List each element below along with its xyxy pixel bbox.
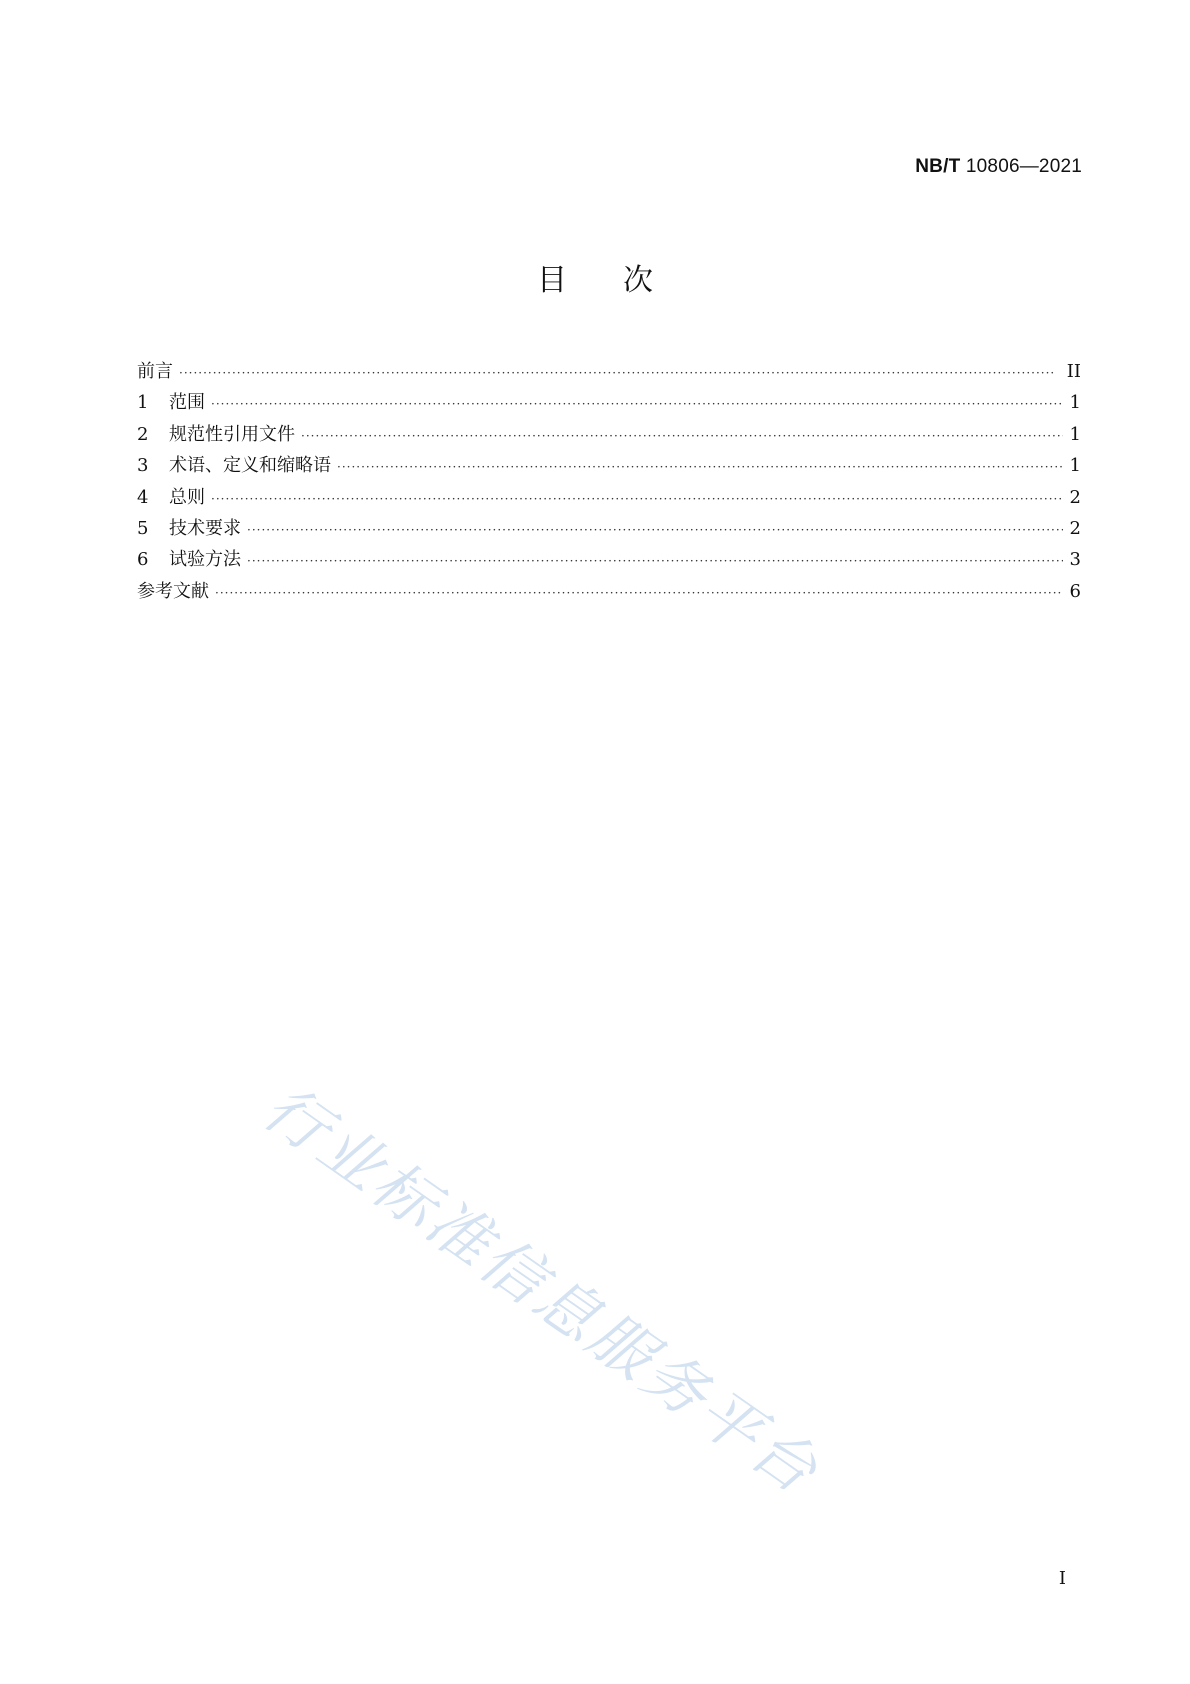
toc-entry-normative-references[interactable] — [137, 419, 1081, 450]
toc-entry-number: 3 — [137, 455, 149, 477]
toc-entry-terms-definitions[interactable] — [137, 450, 1081, 481]
dot-leader — [179, 358, 1061, 389]
page-number: I — [1058, 1568, 1066, 1589]
toc-entry-label: 参考文献 — [137, 580, 209, 602]
toc-entry-scope[interactable] — [137, 387, 1081, 418]
toc-entry-number: 5 — [137, 517, 149, 539]
toc-entry-test-methods[interactable] — [137, 544, 1081, 575]
toc-entry-page: 1 — [1069, 423, 1081, 445]
toc-entry-label: 总则 — [169, 486, 205, 508]
toc-entry-label: 规范性引用文件 — [169, 423, 295, 445]
toc-entry-number: 2 — [137, 423, 149, 445]
watermark: 行业标准信息服务平台 — [250, 1070, 834, 1510]
dot-leader — [247, 546, 1063, 577]
toc-entry-label: 术语、定义和缩略语 — [169, 455, 331, 477]
toc-entry-number: 1 — [137, 392, 149, 414]
toc-entry-number: 6 — [137, 549, 149, 571]
toc-entry-label: 范围 — [169, 392, 205, 414]
dot-leader — [247, 515, 1063, 546]
toc-entry-page: 1 — [1069, 392, 1081, 414]
dot-leader — [211, 389, 1063, 420]
standard-code: 10806—2021 — [965, 156, 1082, 177]
standard-prefix: NB/T — [915, 156, 961, 177]
toc-entry-general[interactable] — [137, 482, 1081, 513]
toc-entry-number: 4 — [137, 486, 149, 508]
toc-entry-page: II — [1066, 361, 1081, 382]
toc-entry-label: 试验方法 — [169, 549, 241, 571]
dot-leader — [301, 421, 1063, 452]
toc-entry-page: 1 — [1069, 455, 1081, 477]
toc-title: 目次 — [537, 263, 709, 298]
toc-entry-page: 3 — [1069, 549, 1081, 571]
table-of-contents — [137, 356, 1081, 607]
toc-entry-foreword[interactable] — [137, 356, 1081, 387]
dot-leader — [215, 578, 1063, 609]
toc-entry-label: 前言 — [137, 361, 173, 382]
toc-entry-technical-requirements[interactable] — [137, 513, 1081, 544]
toc-entry-page: 6 — [1069, 580, 1081, 602]
dot-leader — [337, 452, 1063, 483]
toc-entry-bibliography[interactable] — [137, 576, 1081, 607]
toc-entry-page: 2 — [1069, 486, 1081, 508]
toc-entry-page: 2 — [1069, 517, 1081, 539]
toc-entry-label: 技术要求 — [169, 517, 241, 539]
dot-leader — [211, 484, 1063, 515]
standard-number — [915, 156, 1082, 178]
